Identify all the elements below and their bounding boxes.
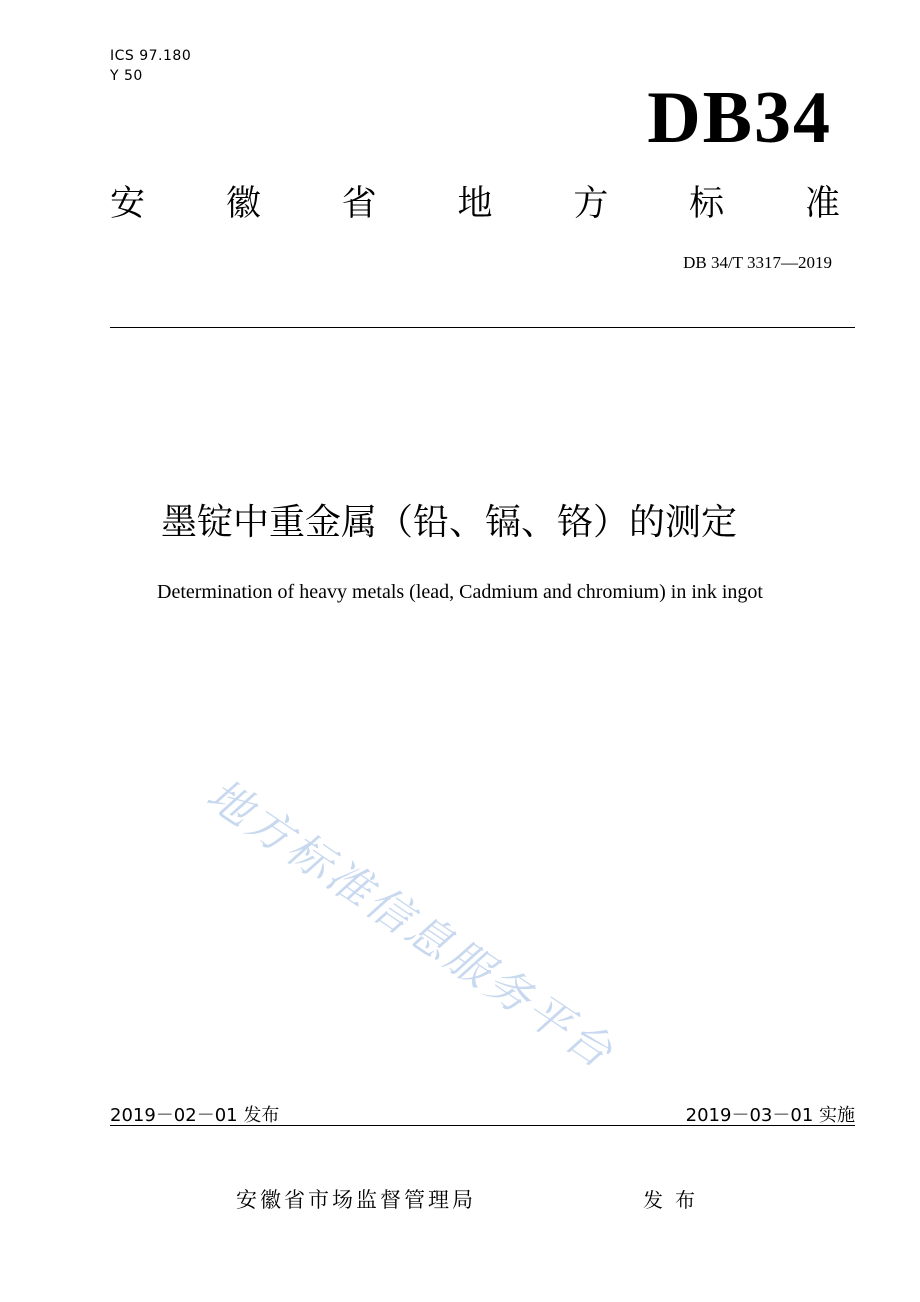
ccs-code: Y 50 (110, 68, 143, 84)
watermark: 地方标准信息服务平台 (197, 769, 624, 1080)
standard-type-char: 方 (573, 184, 609, 224)
publish-date: 2019－02－01 发布 (110, 1105, 280, 1126)
title-english: Determination of heavy metals (lead, Cadmium and chromium) in ink ingot (157, 581, 763, 603)
standard-type-char: 省 (341, 184, 377, 224)
implement-date: 2019－03－01 实施 (685, 1105, 855, 1126)
standard-type-char: 徽 (225, 184, 261, 224)
top-divider (110, 327, 855, 328)
title-chinese: 墨锭中重金属（铅、镉、铬）的测定 (160, 502, 737, 543)
bottom-divider (110, 1125, 855, 1126)
standard-type (110, 176, 840, 226)
standard-type-char: 标 (689, 184, 725, 224)
standard-number: DB 34/T 3317—2019 (683, 253, 832, 272)
ics-code: ICS 97.180 (110, 48, 192, 64)
standard-type-char: 准 (804, 184, 840, 224)
standard-type-char: 地 (457, 184, 493, 224)
issue-label: 发布 (643, 1188, 707, 1212)
standard-code: DB34 (647, 77, 832, 159)
classification-codes (110, 46, 191, 86)
issuing-authority: 安徽省市场监督管理局 (236, 1188, 476, 1212)
dates-row (110, 1100, 855, 1128)
standard-type-char: 安 (110, 184, 146, 224)
